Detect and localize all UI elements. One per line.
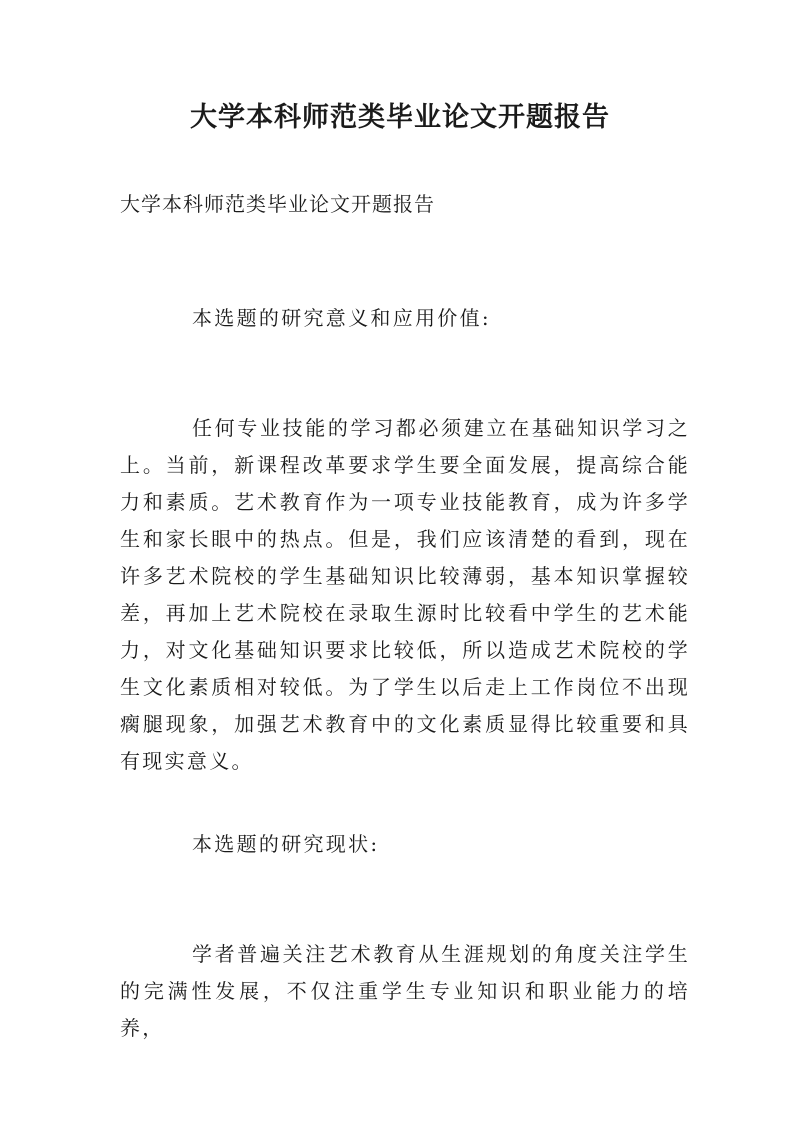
document-title: 大学本科师范类毕业论文开题报告 (190, 102, 610, 133)
section-heading-research-status: 本选题的研究现状: (192, 832, 380, 856)
paragraph-research-status: 学者普遍关注艺术教育从生涯规划的角度关注学生的完满性发展，不仅注重学生专业知识和职业能力的培养， (120, 942, 690, 1040)
section-heading-research-significance: 本选题的研究意义和应用价值: (192, 306, 491, 330)
paragraph-research-significance: 任何专业技能的学习都必须建立在基础知识学习之上。当前，新课程改革要求学生要全面发展，提高综合能力和素质。艺术教育作为一项专业技能教育，成为许多学生和家长眼中的热点。但是，我们应该清楚的看到，现在许多艺术院校的学生基础知识比较薄弱，基本知识掌握较差，再加上艺术院校在录取生源时比较看中学生的艺术能力，对文化基础知识要求比较低，所以造成艺术院校的学生文化素质相对较低。为了学生以后走上工作岗位不出现瘸腿现象，加强艺术教育中的文化素质显得比较重要和具有现实意义。 (120, 416, 690, 773)
document-subtitle: 大学本科师范类毕业论文开题报告 (120, 192, 435, 216)
